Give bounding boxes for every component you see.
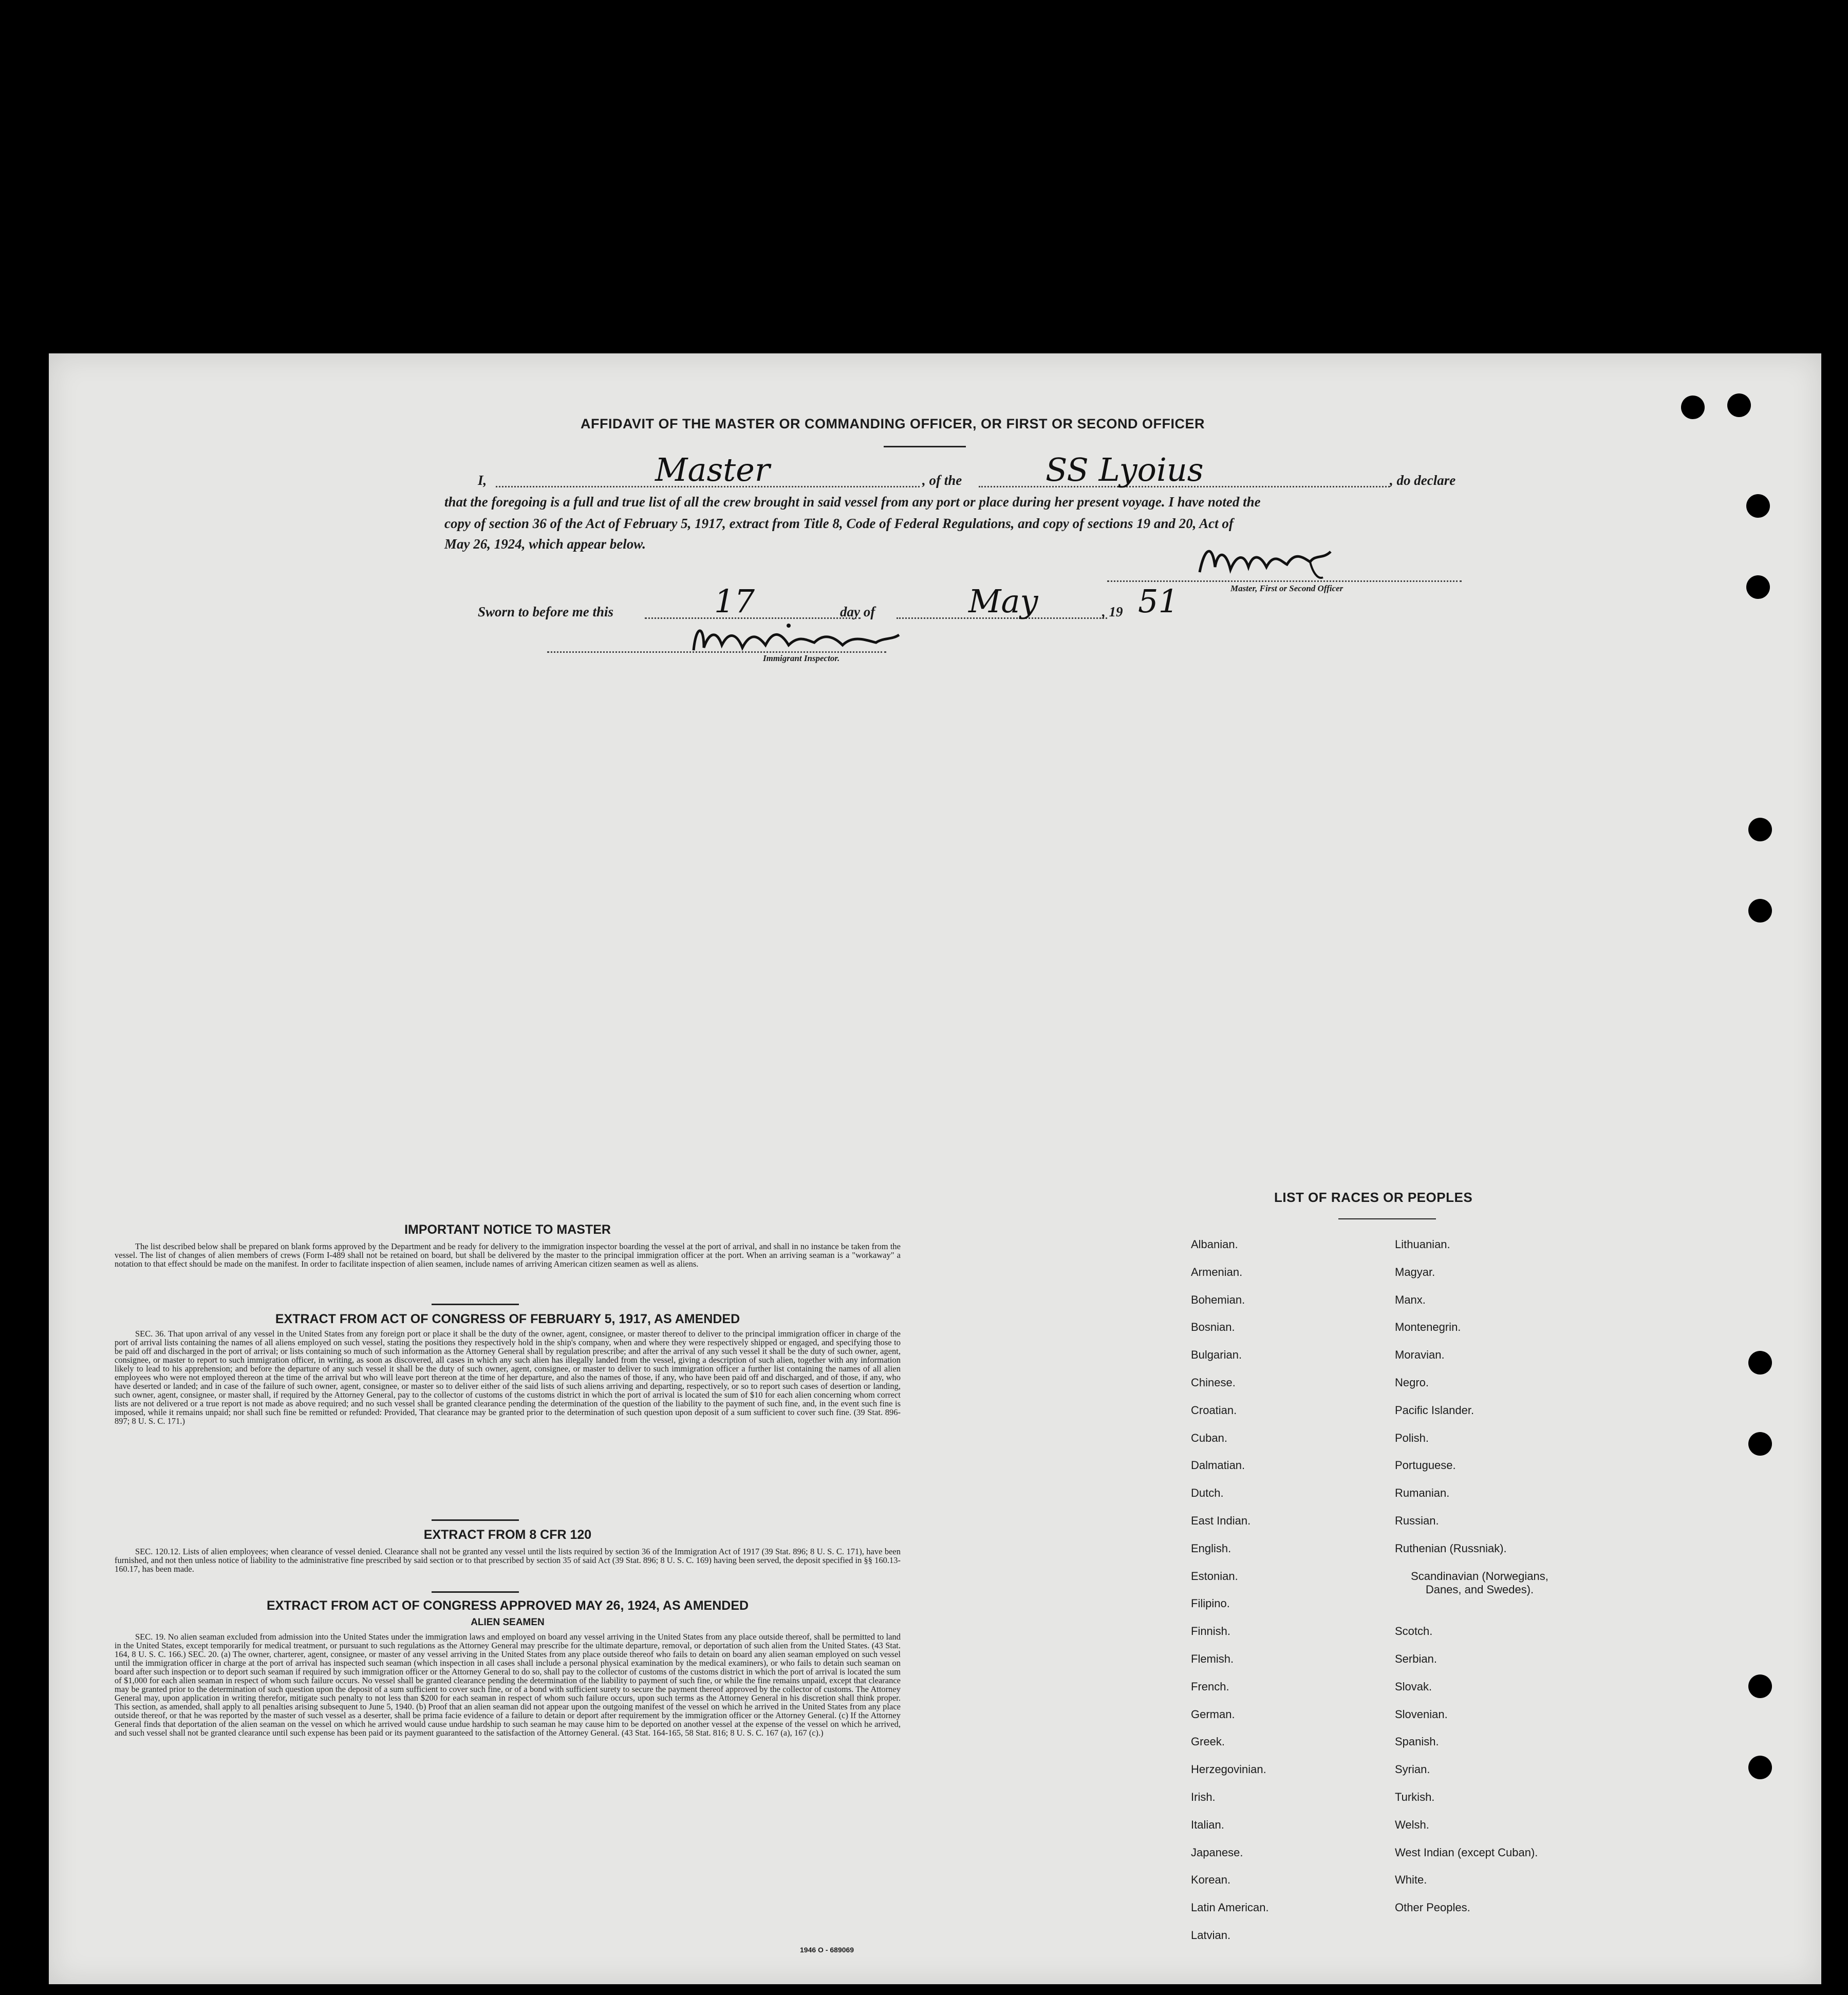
punch-hole [1681, 396, 1705, 419]
race-item: Portuguese. [1395, 1459, 1456, 1472]
race-item: Irish. [1191, 1791, 1216, 1803]
punch-hole [1748, 1432, 1772, 1456]
race-item: Latin American. [1191, 1901, 1269, 1914]
race-item: Syrian. [1395, 1763, 1430, 1776]
extract-cfr-title: EXTRACT FROM 8 CFR 120 [423, 1528, 592, 1542]
race-item: Serbian. [1395, 1652, 1437, 1665]
race-item: Herzegovinian. [1191, 1763, 1266, 1776]
race-item: Pacific Islander. [1395, 1403, 1474, 1417]
handwritten-day: 17 [714, 582, 755, 620]
race-item: Spanish. [1395, 1735, 1439, 1748]
race-item: Other Peoples. [1395, 1901, 1470, 1914]
extract-1917-divider [432, 1519, 519, 1521]
race-item: Bulgarian. [1191, 1348, 1242, 1362]
race-item: White. [1395, 1873, 1427, 1887]
of-the-label: , of the [922, 473, 962, 488]
affidavit-title: AFFIDAVIT OF THE MASTER OR COMMANDING OFFICER, OR FIRST OR SECOND OFFICER [581, 416, 1205, 431]
race-item: Chinese. [1191, 1376, 1236, 1389]
punch-hole [1748, 1756, 1772, 1779]
race-item: Ruthenian (Russniak). [1395, 1541, 1507, 1555]
race-item: Estonian. [1191, 1569, 1238, 1583]
race-item: Slovenian. [1395, 1707, 1448, 1721]
race-item: Magyar. [1395, 1265, 1435, 1278]
inspector-caption: Immigrant Inspector. [763, 653, 840, 663]
punch-hole [1746, 494, 1770, 518]
race-item: Croatian. [1191, 1403, 1237, 1417]
race-item: East Indian. [1191, 1514, 1251, 1527]
race-item: Dalmatian. [1191, 1459, 1245, 1472]
race-item: Lithuanian. [1395, 1238, 1450, 1251]
race-item: Slovak. [1395, 1680, 1432, 1693]
extract-1924-subtitle: ALIEN SEAMEN [471, 1617, 545, 1628]
handwritten-role: Master [655, 451, 770, 488]
extract-1917-title: EXTRACT FROM ACT OF CONGRESS OF FEBRUARY 5, 1917, AS AMENDED [275, 1312, 740, 1326]
race-item: Armenian. [1191, 1265, 1243, 1278]
do-declare-label: , do declare [1390, 473, 1456, 488]
race-item: Korean. [1191, 1873, 1231, 1887]
race-item: Greek. [1191, 1735, 1225, 1748]
handwritten-year: 51 [1138, 582, 1179, 620]
punch-hole [1748, 818, 1772, 841]
printer-code: 1946 O - 689069 [800, 1946, 854, 1954]
race-item: Scandinavian (Norwegians, Danes, and Swedes). [1411, 1569, 1548, 1596]
i-label: I, [478, 473, 487, 488]
race-item: Negro. [1395, 1376, 1429, 1389]
race-item: Albanian. [1191, 1238, 1238, 1251]
affidavit-line-3: copy of section 36 of the Act of February 5, 1917, extract from Title 8, Code of Federal Regulations, and copy of sections 19 and 20, Act of [444, 516, 1234, 531]
race-item: Italian. [1191, 1818, 1224, 1831]
race-item: Japanese. [1191, 1846, 1243, 1859]
sworn-label: Sworn to before me this [478, 604, 614, 619]
extract-1917-text: SEC. 36. That upon arrival of any vessel in the United States from any foreign port or place it shall be the duty of the owner, agent, consignee, or master thereof to deliver to the principal immigration officer in charge of the port of arrival lists containing the names of all aliens employed on such vessel, stating the positions they respectively hold in the ship's company, when and where they were respectively shipped or engaged, and specifying those to be paid off and discharged in the port of arrival; or lists containing so much of such information as the Attorney General shall by regulation prescribe; and after the arrival of any such vessel it shall be the duty of such owner, agent, consignee, or master to report to such immigration officer, in writing, as soon as discovered, all cases in which any such alien has illegally landed from the vessel, giving a description of such alien, together with any information likely to lead to his apprehension; and before the departure of any such vessel it shall be the duty of such owner, agent, consignee, or master to deliver to such immigration officer a further list containing the names of all alien employees who were not employed thereon at the time of the arrival but who will leave port thereon at the time of her departure, and also the names of those, if any, who have been paid off and discharged, and of those, if any, who have deserted or landed; and in case of the failure of such owner, agent, consignee, or master so to deliver either of the said lists of such aliens arriving and departing, respectively, or so to report such cases of desertion or landing, such owner, agent, consignee, or master shall, if required by the Attorney General, pay to the collector of customs of the customs district in which the port of arrival is located the sum of $10 for each alien concerning whom correct lists are not delivered or a true report is not made as above required; and no such vessel shall be granted clearance pending the determination of the question of the liability to the payment of such fine, and, in the event such fine is imposed, while it remains unpaid; nor shall such fine be remitted or refunded: Provided, That clearance may be granted prior to the determination of such question upon deposit of a sum sufficient to cover such fine. (39 Stat. 896-897; 8 U. S. C. 171.) [115, 1329, 901, 1426]
race-item: Welsh. [1395, 1818, 1429, 1831]
notice-divider [432, 1304, 519, 1305]
affidavit-line-2: that the foregoing is a full and true list of all the crew brought in said vessel from any port or place during her present voyage. I have noted the [444, 494, 1261, 510]
race-item: Scotch. [1395, 1625, 1433, 1638]
race-item: Latvian. [1191, 1929, 1231, 1942]
punch-hole [1748, 1351, 1772, 1375]
race-item: German. [1191, 1707, 1235, 1721]
race-item: Finnish. [1191, 1625, 1231, 1638]
race-item: Turkish. [1395, 1791, 1435, 1803]
master-caption: Master, First or Second Officer [1230, 584, 1343, 593]
races-divider [1338, 1218, 1436, 1219]
extract-cfr-divider [432, 1591, 519, 1593]
race-item: Manx. [1395, 1293, 1426, 1306]
handwritten-vessel: SS Lyoius [1046, 451, 1204, 488]
race-item: Bosnian. [1191, 1321, 1235, 1334]
day-of-label: day of [840, 604, 875, 619]
year-prefix: , 19 [1102, 604, 1123, 619]
race-item: Bohemian. [1191, 1293, 1245, 1306]
race-item: Russian. [1395, 1514, 1439, 1527]
extract-1924-text: SEC. 19. No alien seaman excluded from admission into the United States under the immigration laws and employed on board any vessel arriving in the United States from any place outside thereof, shall be permitted to land in the United States, except temporarily for medical treatment, or pursuant to such regulations as the Attorney General may prescribe for the ultimate departure, removal, or deportation of such alien from the United States. (43 Stat. 164, 8 U. S. C. 166.) SEC. 20. (a) The owner, charterer, agent, consignee, or master of any vessel arriving in the United States from any place outside thereof who fails to detain on board any alien seaman employed on such vessel until the immigration officer in charge at the port of arrival has inspected such seaman (which inspection in all cases shall include a personal physical examination by the medical examiners), or who fails to detain such seaman on board after such inspection or to deport such seaman if required by such immigration officer or the Attorney General to do so, shall pay to the collector of customs of the customs district in which the port of arrival is located the sum of $1,000 for each alien seaman in respect of whom such failure occurs. No vessel shall be granted clearance pending the determination of the liability to payment of such fine, or while the fine remains unpaid, except that clearance may be granted prior to the determination of such question upon the deposit of a sum sufficient to cover such fine, or of a bond with sufficient surety to secure the payment thereof approved by the collector of customs. The Attorney General may, upon application in writing therefor, mitigate such penalty to not less than $200 for each seaman in respect of whom such failure occurs, upon such terms as the Attorney General in his discretion shall think proper. This section, as amended, shall apply to all penalties arising subsequent to June 5, 1940. (b) Proof that an alien seaman did not appear upon the outgoing manifest of the vessel on which he arrived in the United States from any place outside thereof, or that he was reported by the master of such vessel as a deserter, shall be prima facie evidence of a failure to detain or deport after requirement by the immigration officer or the Attorney General. (c) If the Attorney General finds that deportation of the alien seaman on the vessel on which he arrived would cause undue hardship to such seaman he may cause him to be deported on another vessel at the expense of the vessel on which he arrived, and such vessel shall not be granted clearance until such expense has been paid or its payment guaranteed to the satisfaction of the Attorney General. (43 Stat. 164-165, 58 Stat. 816; 8 U. S. C. 167 (a), 167 (c).) [115, 1632, 901, 1738]
punch-hole [1748, 899, 1772, 923]
race-item: Dutch. [1191, 1486, 1224, 1500]
affidavit-line-4: May 26, 1924, which appear below. [444, 536, 646, 552]
race-item: French. [1191, 1680, 1229, 1693]
races-title: LIST OF RACES OR PEOPLES [1274, 1190, 1473, 1205]
race-item: Cuban. [1191, 1431, 1227, 1444]
extract-cfr-text: SEC. 120.12. Lists of alien employees; when clearance of vessel denied. Clearance shall not be granted any vessel until the lists required by section 36 of the Immigration Act of 1917 (39 Stat. 896; 8 U. S. C. 171), have been furnished, and not then unless notice of liability to the administrative fine prescribed by said section or to that prescribed by section 35 of said Act (39 Stat. 896; 8 U. S. C. 169) having been served, the deposit specified in §§ 160.13-160.17, has been made. [115, 1547, 901, 1574]
race-item: Rumanian. [1395, 1486, 1450, 1500]
form-page [49, 353, 1821, 1984]
notice-title: IMPORTANT NOTICE TO MASTER [404, 1222, 611, 1237]
handwritten-month: May [968, 582, 1038, 620]
race-item: Montenegrin. [1395, 1321, 1461, 1334]
master-signature [1194, 536, 1338, 582]
race-item: Filipino. [1191, 1597, 1230, 1610]
race-item: West Indian (except Cuban). [1395, 1846, 1538, 1859]
punch-hole [1727, 393, 1751, 417]
notice-text: The list described below shall be prepared on blank forms approved by the Department and be ready for delivery to the immigration inspector boarding the vessel at the port of arrival, and shall in no instance be taken from the vessel. The list of changes of alien members of crews (Form I-489 shall not be retained on board, but shall be delivered by the master to the principal immigration officer at the port. When an arriving seaman is a "workaway" a notation to that effect should be made on the manifest. In order to facilitate inspection of alien seamen, include names of arriving American citizen seamen as well as aliens. [115, 1241, 901, 1269]
punch-hole [1746, 575, 1770, 599]
race-item: Flemish. [1191, 1652, 1234, 1665]
title-divider [884, 446, 966, 447]
extract-1924-title: EXTRACT FROM ACT OF CONGRESS APPROVED MAY 26, 1924, AS AMENDED [266, 1598, 749, 1613]
race-item: Polish. [1395, 1431, 1429, 1444]
punch-hole [1748, 1674, 1772, 1698]
race-item: Moravian. [1395, 1348, 1445, 1362]
race-item: English. [1191, 1541, 1231, 1555]
